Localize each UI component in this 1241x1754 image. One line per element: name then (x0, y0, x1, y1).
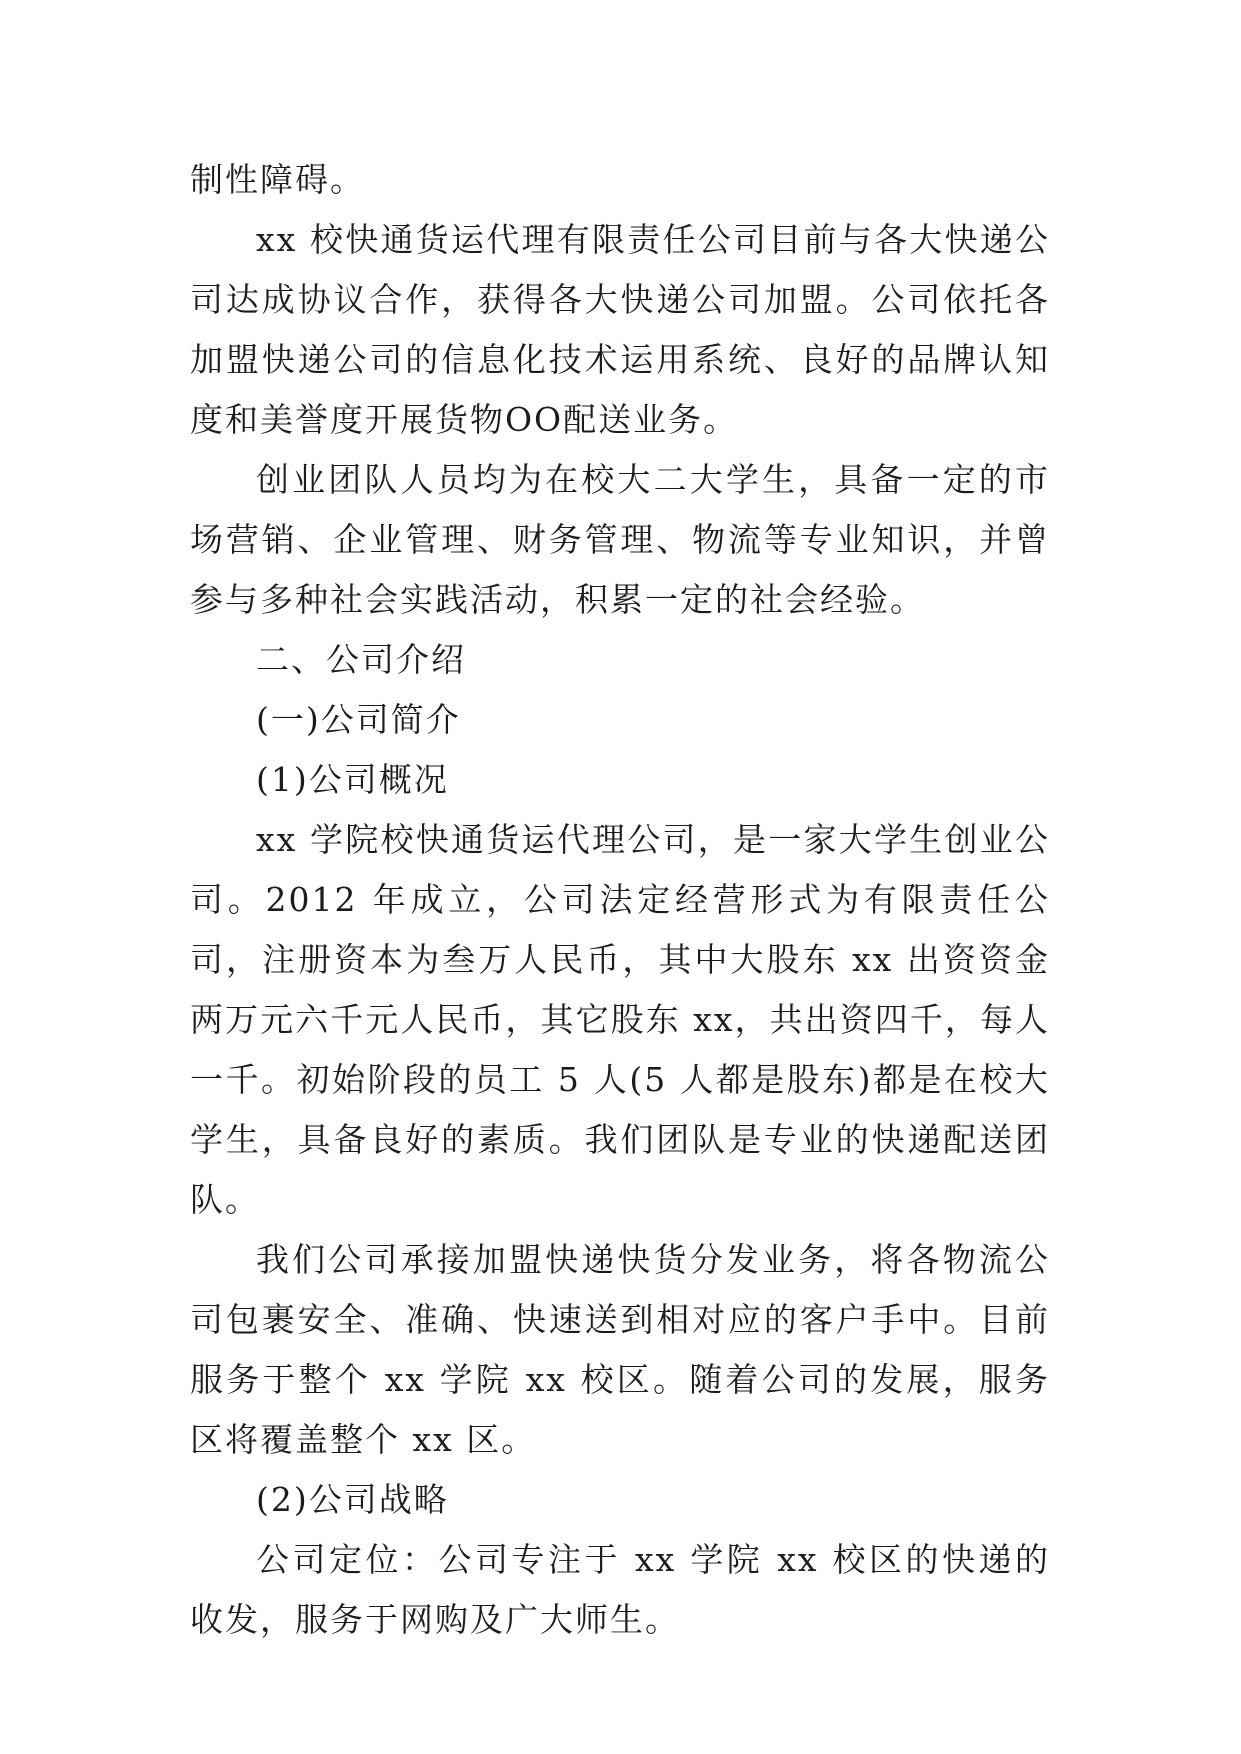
paragraph-3: 创业团队人员均为在校大二大学生，具备一定的市场营销、企业管理、财务管理、物流等专业知识，并曾参与多种社会实践活动，积累一定的社会经验。 (190, 460, 1050, 619)
paragraph-positioning: 公司定位：公司专注于 xx 学院 xx 校区的快递的收发，服务于网购及广大师生。 (190, 1540, 1050, 1639)
paragraph-1: 制性障碍。 (190, 160, 365, 199)
subsection-heading-company-strategy: (2)公司战略 (256, 1480, 449, 1519)
document-body (190, 150, 1050, 1650)
paragraph-overview: xx 学院校快通货运代理公司，是一家大学生创业公司。2012 年成立，公司法定经营形式为有限责任公司，注册资本为叁万人民币，其中大股东 xx 出资资金两万元六千元人民币，其它股东 xx，共出资四千，每人一千。初始阶段的员工 5 人(5 人都是股东)都是在校大学生，具备良好的素质。我们团队是专业的快递配送团队。 (190, 820, 1050, 1219)
paragraph-2: xx 校快通货运代理有限责任公司目前与各大快递公司达成协议合作，获得各大快递公司加盟。公司依托各加盟快递公司的信息化技术运用系统、良好的品牌认知度和美誉度开展货物OO配送业务。 (190, 220, 1050, 439)
subsection-heading-company-profile: (一)公司简介 (256, 700, 461, 739)
paragraph-business: 我们公司承接加盟快递快货分发业务，将各物流公司包裹安全、准确、快速送到相对应的客户手中。目前服务于整个 xx 学院 xx 校区。随着公司的发展，服务区将覆盖整个 xx 区。 (190, 1240, 1050, 1459)
subsection-heading-company-overview: (1)公司概况 (256, 760, 449, 799)
section-heading-company-intro: 二、公司介绍 (256, 640, 466, 679)
